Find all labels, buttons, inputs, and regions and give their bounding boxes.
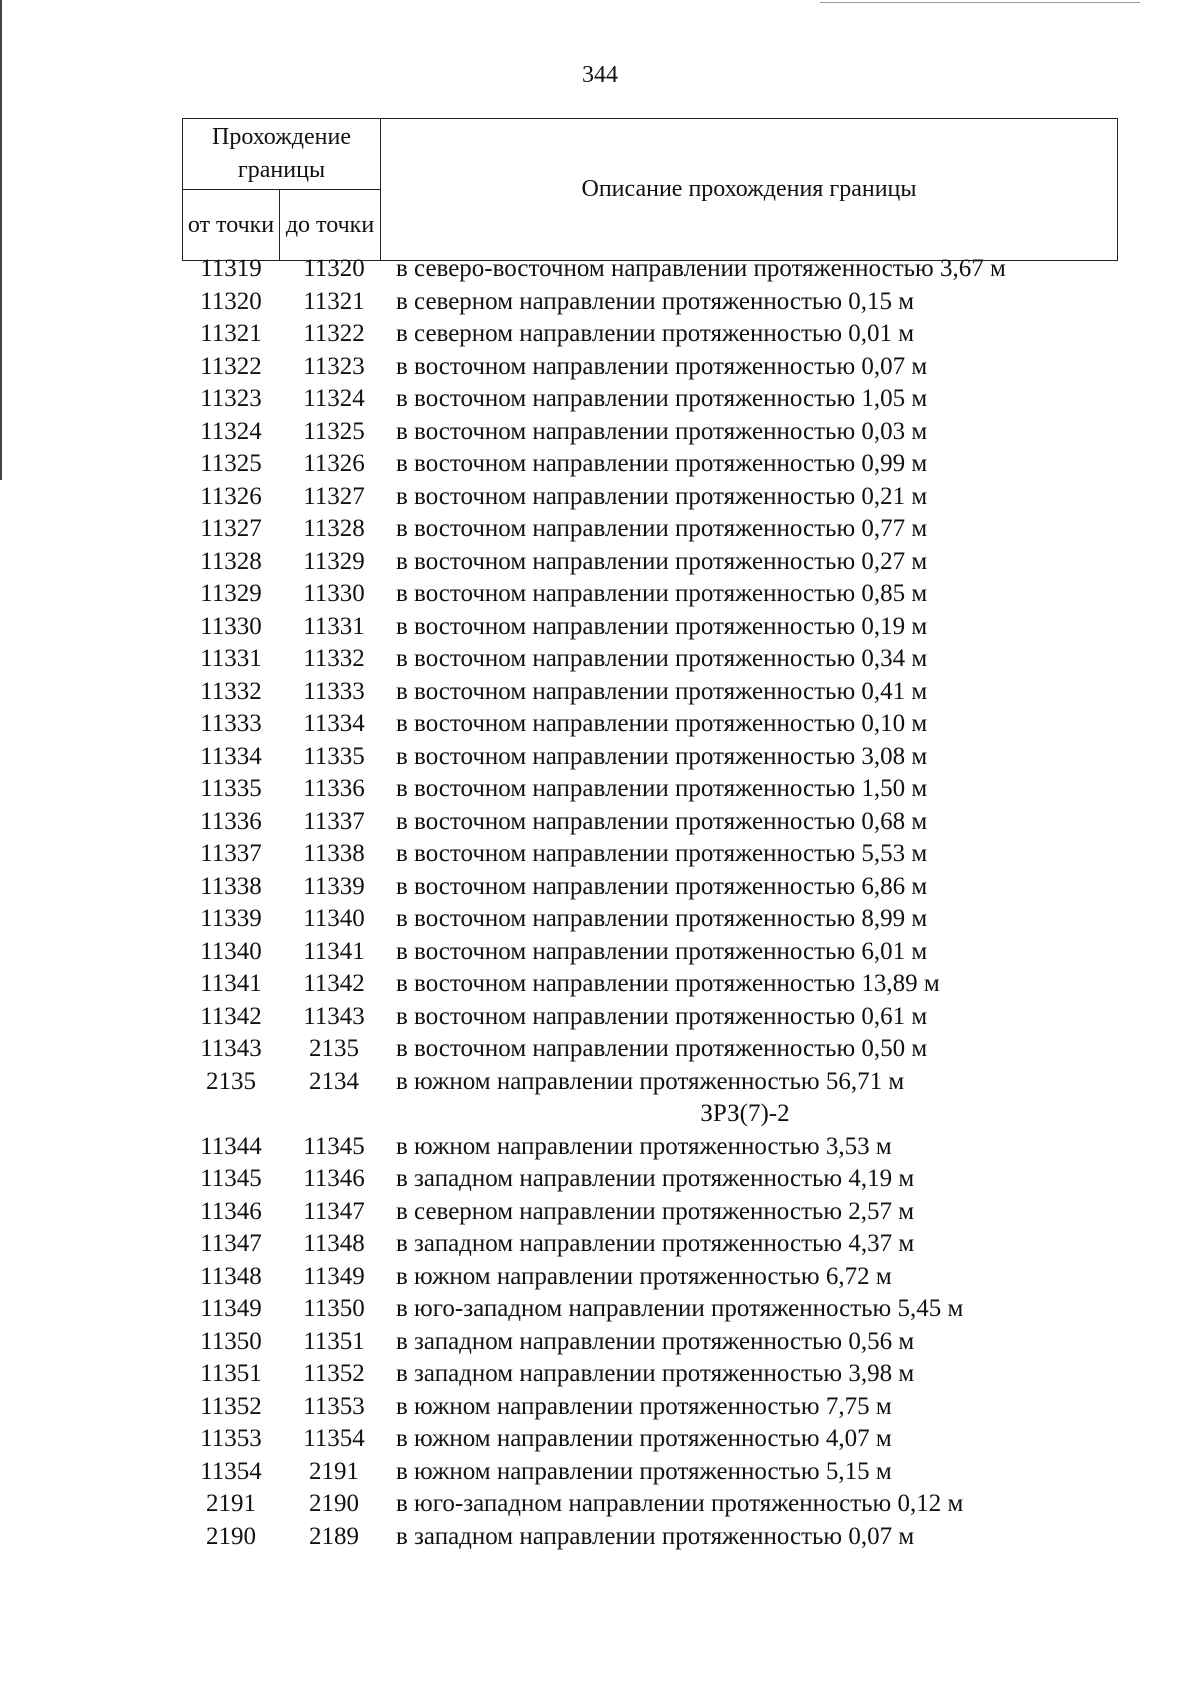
to-point: 11329 xyxy=(303,547,365,575)
boundary-description: в юго-западном направлении протяженностью 5,45 м xyxy=(396,1295,964,1322)
from-point: 11335 xyxy=(200,775,262,802)
from-point: 11326 xyxy=(200,482,262,510)
boundary-description: в северном направлении протяженностью 0,01 м xyxy=(396,320,915,347)
to-point: 11336 xyxy=(303,775,365,802)
from-point: 11334 xyxy=(200,742,262,770)
header-from: от точки xyxy=(183,190,280,261)
table-row xyxy=(0,1163,1200,1196)
from-point: 11333 xyxy=(200,710,262,737)
from-point: 11331 xyxy=(200,645,262,672)
to-point: 11352 xyxy=(303,1360,365,1387)
boundary-description: в северном направлении протяженностью 2,57 м xyxy=(396,1197,915,1225)
to-point: 11331 xyxy=(303,612,365,640)
table-row xyxy=(0,676,1200,709)
boundary-description: в восточном направлении протяженностью 0,03 м xyxy=(396,417,928,445)
header-description: Описание прохождения границы xyxy=(381,119,1118,261)
table-row xyxy=(0,1261,1200,1294)
from-point: 11325 xyxy=(200,450,262,477)
from-point: 11336 xyxy=(200,807,262,835)
boundary-description: в восточном направлении протяженностью 0,99 м xyxy=(396,450,928,477)
boundary-description: в северо-восточном направлении протяженностью 3,67 м xyxy=(396,255,1006,282)
table-row xyxy=(0,546,1200,579)
boundary-description: в западном направлении протяженностью 4,19 м xyxy=(396,1165,915,1192)
table-row xyxy=(0,578,1200,611)
section-title: ЗРЗ(7)-2 xyxy=(700,1100,790,1127)
to-point: 11346 xyxy=(303,1165,365,1192)
to-point: 2135 xyxy=(309,1035,359,1062)
to-point: 2190 xyxy=(309,1490,359,1517)
table-header xyxy=(182,118,1118,261)
to-point: 11335 xyxy=(303,742,365,770)
boundary-description: в восточном направлении протяженностью 1,50 м xyxy=(396,775,928,802)
table-row xyxy=(0,351,1200,384)
table-row xyxy=(0,1228,1200,1261)
boundary-description: в южном направлении протяженностью 6,72 м xyxy=(396,1262,892,1290)
to-point: 11348 xyxy=(303,1230,365,1257)
table-row xyxy=(0,806,1200,839)
to-point: 11320 xyxy=(303,255,365,282)
table-row xyxy=(0,1326,1200,1359)
to-point: 11349 xyxy=(303,1262,365,1290)
from-point: 11349 xyxy=(200,1295,262,1322)
table-row xyxy=(0,416,1200,449)
from-point: 11352 xyxy=(200,1392,262,1420)
table-row xyxy=(0,1196,1200,1229)
boundary-description: в восточном направлении протяженностью 3,08 м xyxy=(396,742,928,770)
boundary-description: в южном направлении протяженностью 4,07 м xyxy=(396,1425,892,1452)
to-point: 11343 xyxy=(303,1002,365,1030)
from-point: 11351 xyxy=(200,1360,262,1387)
page-number: 344 xyxy=(582,62,618,88)
boundary-description: в юго-западном направлении протяженностью 0,12 м xyxy=(396,1490,964,1517)
boundary-description: в южном направлении протяженностью 7,75 м xyxy=(396,1392,892,1420)
boundary-description: в восточном направлении протяженностью 5,53 м xyxy=(396,840,928,867)
table-row xyxy=(0,968,1200,1001)
boundary-description: в восточном направлении протяженностью 0,85 м xyxy=(396,580,928,607)
from-point: 11340 xyxy=(200,937,262,965)
to-point: 11342 xyxy=(303,970,365,997)
to-point: 11333 xyxy=(303,677,365,705)
from-point: 11348 xyxy=(200,1262,262,1290)
boundary-description: в восточном направлении протяженностью 0,21 м xyxy=(396,482,928,510)
boundary-description: в южном направлении протяженностью 56,71 м xyxy=(396,1067,905,1095)
boundary-description: в восточном направлении протяженностью 6,01 м xyxy=(396,937,928,965)
table-row xyxy=(0,383,1200,416)
table-row xyxy=(0,1066,1200,1099)
boundary-description: в восточном направлении протяженностью 0,41 м xyxy=(396,677,928,705)
table-row xyxy=(0,286,1200,319)
from-point: 11350 xyxy=(200,1327,262,1355)
table-row xyxy=(0,773,1200,806)
to-point: 11345 xyxy=(303,1132,365,1160)
header-to: до точки xyxy=(280,190,381,261)
boundary-description: в восточном направлении протяженностью 0,34 м xyxy=(396,645,928,672)
table-row xyxy=(0,1293,1200,1326)
boundary-description: в восточном направлении протяженностью 0,07 м xyxy=(396,352,928,380)
to-point: 11325 xyxy=(303,417,365,445)
to-point: 2189 xyxy=(309,1522,359,1550)
table-row xyxy=(0,1488,1200,1521)
boundary-description: в западном направлении протяженностью 0,07 м xyxy=(396,1522,915,1550)
to-point: 11353 xyxy=(303,1392,365,1420)
table-row xyxy=(0,448,1200,481)
from-point: 2191 xyxy=(206,1490,256,1517)
from-point: 11327 xyxy=(200,515,262,542)
table-row xyxy=(0,643,1200,676)
from-point: 11339 xyxy=(200,905,262,932)
boundary-description: в восточном направлении протяженностью 0,50 м xyxy=(396,1035,928,1062)
table-row xyxy=(0,838,1200,871)
to-point: 11347 xyxy=(303,1197,365,1225)
from-point: 11330 xyxy=(200,612,262,640)
to-point: 11324 xyxy=(303,385,365,412)
to-point: 11334 xyxy=(303,710,365,737)
section-title-row xyxy=(0,1098,1200,1131)
from-point: 11353 xyxy=(200,1425,262,1452)
to-point: 11322 xyxy=(303,320,365,347)
to-point: 11339 xyxy=(303,872,365,900)
from-point: 11341 xyxy=(200,970,262,997)
to-point: 11328 xyxy=(303,515,365,542)
to-point: 11351 xyxy=(303,1327,365,1355)
boundary-description: в южном направлении протяженностью 5,15 м xyxy=(396,1457,892,1485)
table-row xyxy=(0,1391,1200,1424)
boundary-description: в восточном направлении протяженностью 6,86 м xyxy=(396,872,928,900)
from-point: 2190 xyxy=(206,1522,256,1550)
boundary-description: в восточном направлении протяженностью 13,89 м xyxy=(396,970,940,997)
to-point: 11321 xyxy=(303,287,365,315)
table-row xyxy=(0,1033,1200,1066)
from-point: 11323 xyxy=(200,385,262,412)
table-row xyxy=(0,1456,1200,1489)
to-point: 11327 xyxy=(303,482,365,510)
table-row xyxy=(0,1131,1200,1164)
boundary-description: в восточном направлении протяженностью 8,99 м xyxy=(396,905,928,932)
boundary-description: в западном направлении протяженностью 0,56 м xyxy=(396,1327,915,1355)
from-point: 2135 xyxy=(206,1067,256,1095)
table-row xyxy=(0,1521,1200,1554)
from-point: 11329 xyxy=(200,580,262,607)
to-point: 11354 xyxy=(303,1425,365,1452)
table-row xyxy=(0,1001,1200,1034)
from-point: 11324 xyxy=(200,417,262,445)
boundary-description: в западном направлении протяженностью 3,98 м xyxy=(396,1360,915,1387)
to-point: 11332 xyxy=(303,645,365,672)
from-point: 11345 xyxy=(200,1165,262,1192)
table-row xyxy=(0,871,1200,904)
boundary-description: в восточном направлении протяженностью 0,19 м xyxy=(396,612,928,640)
to-point: 11340 xyxy=(303,905,365,932)
from-point: 11346 xyxy=(200,1197,262,1225)
to-point: 11330 xyxy=(303,580,365,607)
table-row xyxy=(0,936,1200,969)
from-point: 11321 xyxy=(200,320,262,347)
table-row xyxy=(0,741,1200,774)
to-point: 11341 xyxy=(303,937,365,965)
table-row xyxy=(0,481,1200,514)
boundary-description: в восточном направлении протяженностью 0,77 м xyxy=(396,515,928,542)
to-point: 2134 xyxy=(309,1067,359,1095)
from-point: 11344 xyxy=(200,1132,262,1160)
from-point: 11322 xyxy=(200,352,262,380)
to-point: 11350 xyxy=(303,1295,365,1322)
table-row xyxy=(0,1358,1200,1391)
from-point: 11328 xyxy=(200,547,262,575)
from-point: 11338 xyxy=(200,872,262,900)
from-point: 11354 xyxy=(200,1457,262,1485)
to-point: 11323 xyxy=(303,352,365,380)
table-row xyxy=(0,708,1200,741)
to-point: 2191 xyxy=(309,1457,359,1485)
to-point: 11337 xyxy=(303,807,365,835)
table-row xyxy=(0,253,1200,286)
table-row xyxy=(0,318,1200,351)
boundary-description: в северном направлении протяженностью 0,15 м xyxy=(396,287,915,315)
table-row xyxy=(0,513,1200,546)
boundary-description: в восточном направлении протяженностью 0,10 м xyxy=(396,710,928,737)
from-point: 11342 xyxy=(200,1002,262,1030)
table-row xyxy=(0,611,1200,644)
from-point: 11343 xyxy=(200,1035,262,1062)
from-point: 11337 xyxy=(200,840,262,867)
boundary-description: в восточном направлении протяженностью 0,27 м xyxy=(396,547,928,575)
boundary-description: в западном направлении протяженностью 4,37 м xyxy=(396,1230,915,1257)
to-point: 11326 xyxy=(303,450,365,477)
header-group: Прохождение границы xyxy=(183,119,381,190)
table-row xyxy=(0,903,1200,936)
boundary-description: в южном направлении протяженностью 3,53 м xyxy=(396,1132,892,1160)
boundary-rows xyxy=(0,253,1200,1553)
boundary-description: в восточном направлении протяженностью 0,61 м xyxy=(396,1002,928,1030)
boundary-description: в восточном направлении протяженностью 1,05 м xyxy=(396,385,928,412)
from-point: 11332 xyxy=(200,677,262,705)
from-point: 11347 xyxy=(200,1230,262,1257)
from-point: 11320 xyxy=(200,287,262,315)
boundary-description: в восточном направлении протяженностью 0,68 м xyxy=(396,807,928,835)
to-point: 11338 xyxy=(303,840,365,867)
from-point: 11319 xyxy=(200,255,262,282)
scan-edge-top xyxy=(820,2,1140,3)
table-row xyxy=(0,1423,1200,1456)
